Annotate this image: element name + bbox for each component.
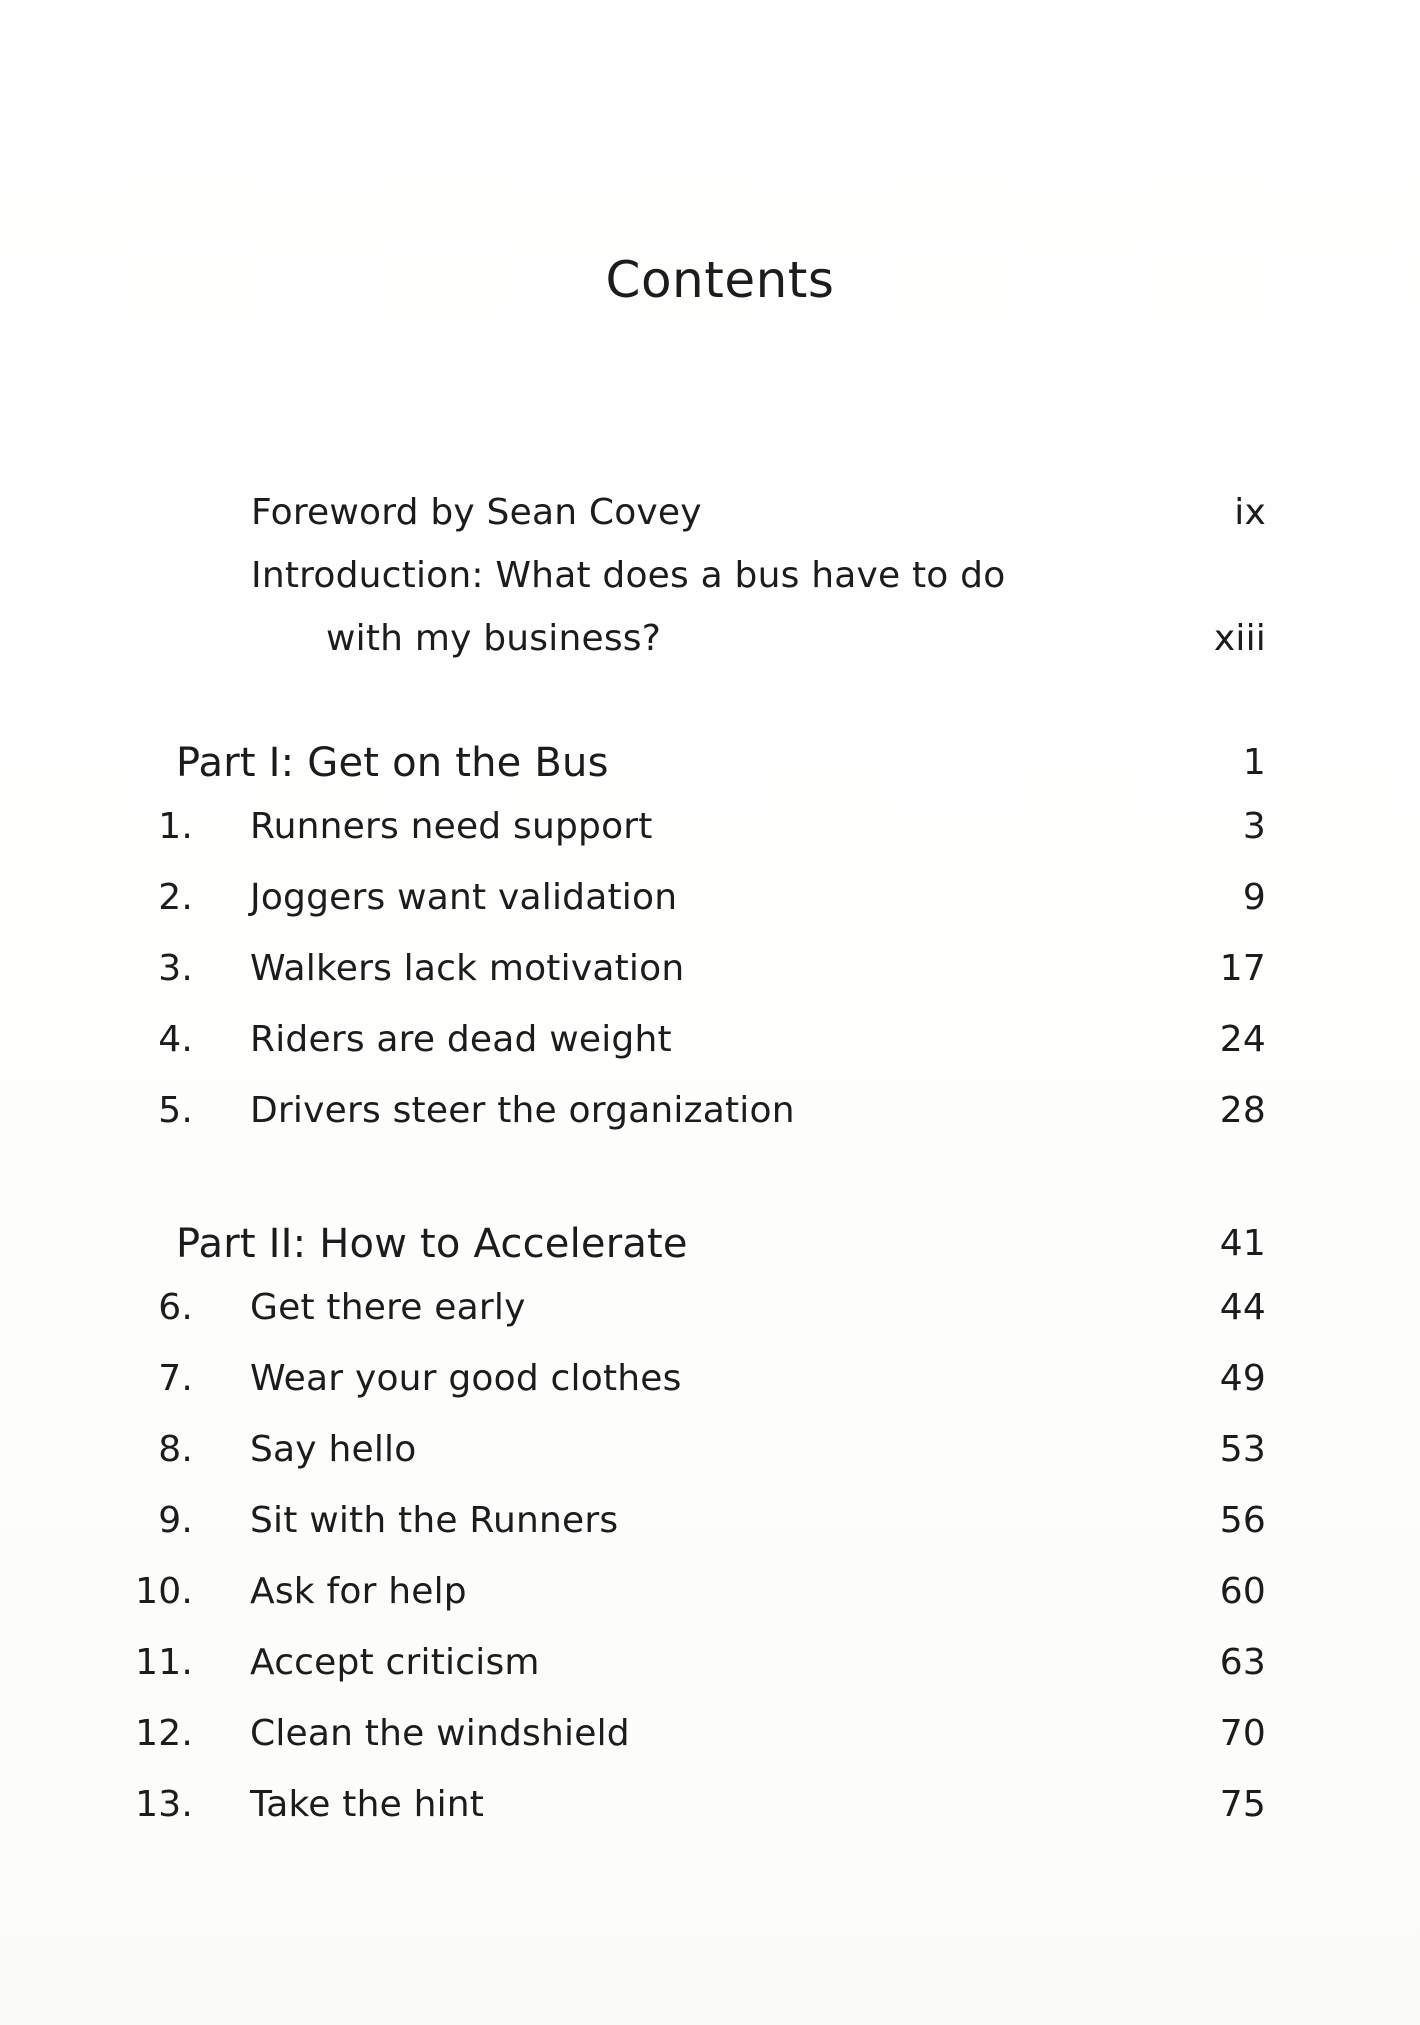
toc-chapter[interactable] [0,939,1420,999]
toc-chapter[interactable] [0,1491,1420,1551]
toc-page-number: 17 [1219,948,1266,989]
toc-page-number: 3 [1242,806,1266,847]
chapter-number: 10. [135,1571,193,1612]
toc-page-number: 53 [1219,1429,1266,1470]
toc-page-number: 9 [1242,877,1266,918]
chapter-title: Walkers lack motivation [250,948,685,989]
chapter-number: 5. [158,1090,193,1131]
chapter-title: Wear your good clothes [250,1358,682,1399]
toc-page-number: 28 [1219,1090,1266,1131]
toc-entry-title: Introduction: What does a bus have to do [251,555,1006,596]
toc-entry-introduction-cont[interactable] [0,609,1420,669]
chapter-title: Sit with the Runners [250,1500,619,1541]
chapter-title: Riders are dead weight [250,1019,672,1060]
chapter-number: 6. [158,1287,193,1328]
toc-page-number: 1 [1242,742,1266,783]
chapter-title: Accept criticism [250,1642,540,1683]
chapter-title: Get there early [250,1287,526,1328]
toc-chapter[interactable] [0,1704,1420,1764]
chapter-title: Say hello [250,1429,417,1470]
toc-page-number: 44 [1219,1287,1266,1328]
toc-page-number: 41 [1219,1223,1266,1264]
chapter-number: 4. [158,1019,193,1060]
chapter-title: Take the hint [250,1784,485,1825]
chapter-number: 2. [158,877,193,918]
chapter-number: 1. [158,806,193,847]
toc-entry-introduction[interactable] [0,546,1420,606]
chapter-title: Clean the windshield [250,1713,630,1754]
toc-part-2[interactable] [0,1214,1420,1274]
toc-chapter[interactable] [0,1633,1420,1693]
toc-chapter[interactable] [0,1278,1420,1338]
toc-page-number: 63 [1219,1642,1266,1683]
chapter-number: 13. [135,1784,193,1825]
toc-chapter[interactable] [0,1775,1420,1835]
toc-chapter[interactable] [0,1081,1420,1141]
chapter-number: 7. [158,1358,193,1399]
toc-page-number: 56 [1219,1500,1266,1541]
part-title: Part I: Get on the Bus [176,740,609,786]
toc-chapter[interactable] [0,868,1420,928]
toc-part-1[interactable] [0,733,1420,793]
toc-chapter[interactable] [0,1420,1420,1480]
page-title: Contents [605,251,835,309]
chapter-number: 11. [135,1642,193,1683]
chapter-title: Runners need support [250,806,653,847]
toc-page-number: xiii [1213,618,1266,659]
toc-chapter[interactable] [0,1562,1420,1622]
part-title: Part II: How to Accelerate [176,1221,688,1267]
toc-chapter[interactable] [0,1010,1420,1070]
chapter-title: Joggers want validation [250,877,678,918]
chapter-title: Drivers steer the organization [250,1090,795,1131]
chapter-number: 8. [158,1429,193,1470]
chapter-number: 9. [158,1500,193,1541]
toc-entry-title-continued: with my business? [326,618,662,659]
toc-page-number: 24 [1219,1019,1266,1060]
toc-page-number: 60 [1219,1571,1266,1612]
toc-page-number: 70 [1219,1713,1266,1754]
toc-chapter[interactable] [0,797,1420,857]
chapter-number: 3. [158,948,193,989]
toc-page-number: ix [1234,492,1266,533]
toc-page-number: 49 [1219,1358,1266,1399]
toc-page-number: 75 [1219,1784,1266,1825]
toc-chapter[interactable] [0,1349,1420,1409]
chapter-number: 12. [135,1713,193,1754]
toc-entry-foreword[interactable] [0,483,1420,543]
toc-entry-title: Foreword by Sean Covey [251,492,702,533]
chapter-title: Ask for help [250,1571,467,1612]
